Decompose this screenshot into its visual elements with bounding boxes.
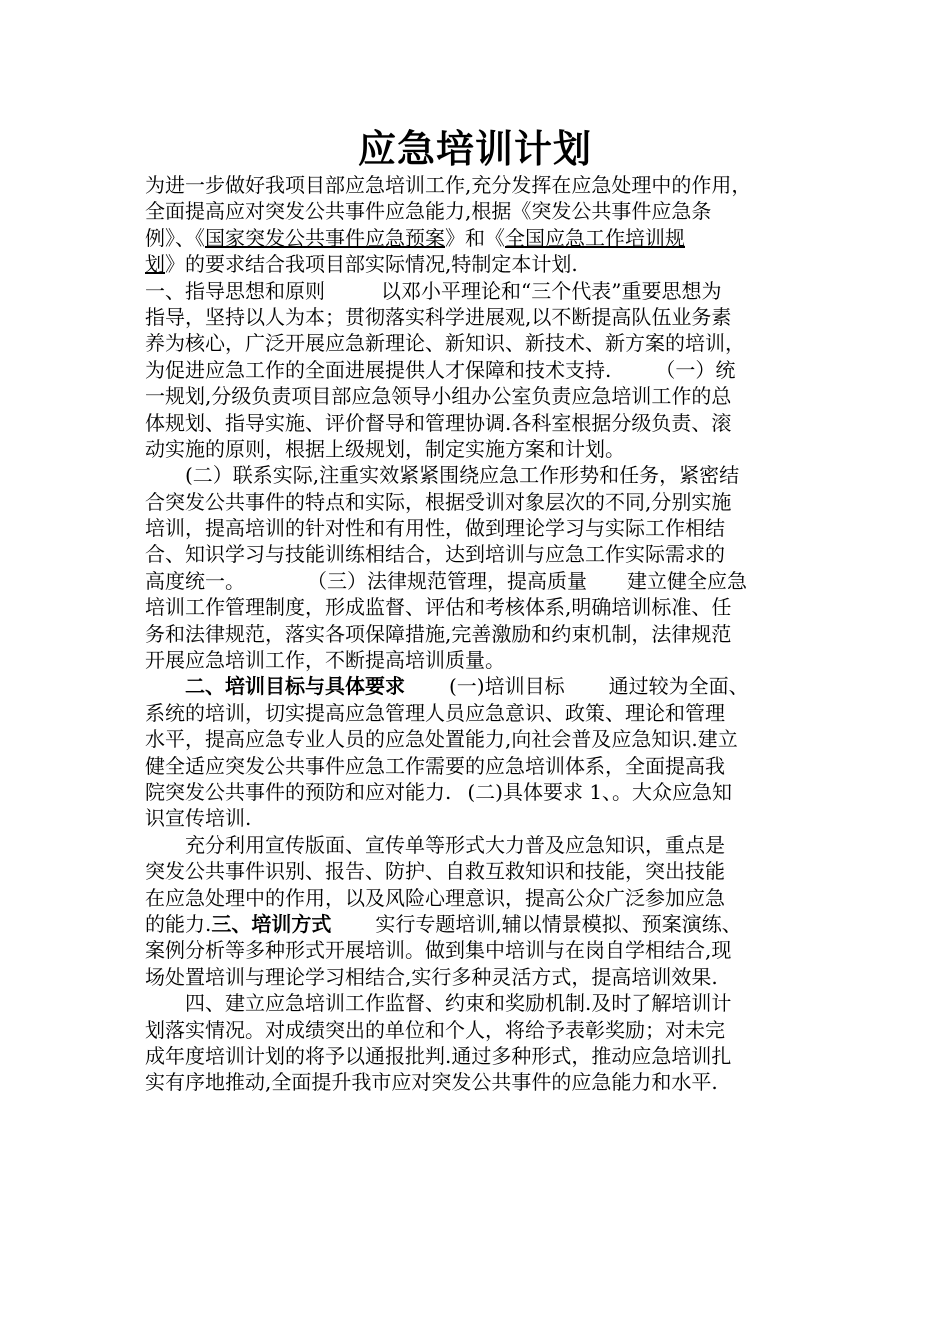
text-line: 案例分析等多种形式开展培训。做到集中培训与在岗自学相结合,现	[145, 938, 732, 963]
section-heading: 三、培训方式	[211, 911, 332, 936]
document-link[interactable]: 国家突发公共事件应急预案	[205, 225, 445, 250]
text-line: 实有序地推动,全面提升我市应对突发公共事件的应急能力和水平.	[145, 1070, 718, 1095]
text-line: 的能力.三、培训方式 实行专题培训,辅以情景模拟、预案演练、	[145, 911, 742, 936]
text-line: 合、知识学习与技能训练相结合，达到培训与应急工作实际需求的	[145, 542, 725, 567]
text-line: 二、培训目标与具体要求 (一)培训目标 通过较为全面、	[185, 674, 749, 699]
text-line: 成年度培训计划的将予以通报批判.通过多种形式，推动应急培训扎	[145, 1043, 732, 1068]
text-line: 场处置培训与理论学习相结合,实行多种灵活方式，提高培训效果.	[145, 964, 718, 989]
text-line: 指导，坚持以人为本；贯彻落实科学进展观,以不断提高队伍业务素	[145, 304, 732, 329]
text-line: 划》的要求结合我项目部实际情况,特制定本计划.	[145, 252, 578, 277]
text-line: 健全适应突发公共事件应急工作需要的应急培训体系，全面提高我	[145, 753, 725, 778]
text-line: 全面提高应对突发公共事件应急能力,根据《突发公共事件应急条	[145, 199, 712, 224]
document-body	[145, 172, 825, 1096]
text-line: (二）联系实际,注重实效紧紧围绕应急工作形势和任务，紧密结	[185, 463, 740, 488]
text-line	[145, 990, 825, 1016]
document-title: 应急培训计划	[357, 127, 592, 171]
section-heading: 一、指导思想和原则	[145, 278, 325, 303]
section-heading: 四、建立应急培训工作监督、约束和奖励机制.及时了解培训计	[185, 991, 732, 1016]
text-line: 务和法律规范，落实各项保障措施,完善激励和约束机制，法律规范	[145, 621, 732, 646]
text-line: 合突发公共事件的特点和实际，根据受训对象层次的不同,分别实施	[145, 489, 732, 514]
text-line: 为促进应急工作的全面进展提供人才保障和技术支持. （一）统	[145, 357, 736, 382]
text-line: 划落实情况。对成绩突出的单位和个人，将给予表彰奖励；对未完	[145, 1017, 725, 1042]
text-line: 一规划,分级负责项目部应急领导小组办公室负责应急培训工作的总	[145, 384, 732, 409]
text-line: 培训，提高培训的针对性和有用性，做到理论学习与实际工作相结	[145, 516, 725, 541]
text-line: 识宣传培训.	[145, 806, 252, 831]
text-line: 院突发公共事件的预防和应对能力. (二)具体要求 1、。大众应急知	[145, 779, 733, 804]
text-line: 系统的培训，切实提高应急管理人员应急意识、政策、理论和管理	[145, 700, 725, 725]
text-line: 动实施的原则，根据上级规划，制定实施方案和计划。	[145, 436, 625, 461]
document-link[interactable]: 划	[145, 252, 165, 277]
text-line: 体规划、指导实施、评价督导和管理协调.各科室根据分级负责、滚	[145, 410, 732, 435]
text-line: 例》、《国家突发公共事件应急预案》和《全国应急工作培训规	[145, 225, 685, 250]
text-line: 开展应急培训工作，不断提高培训质量。	[145, 648, 505, 673]
text-line: 为进一步做好我项目部应急培训工作,充分发挥在应急处理中的作用，	[145, 173, 752, 197]
text-line: 充分利用宣传版面、宣传单等形式大力普及应急知识，重点是	[185, 832, 725, 857]
section-heading: 二、培训目标与具体要求	[185, 674, 405, 699]
text-line: 一、指导思想和原则 以邓小平理论和“三个代表”重要思想为	[145, 278, 722, 303]
document-link[interactable]: 全国应急工作培训规	[505, 225, 685, 250]
text-line: 培训工作管理制度，形成监督、评估和考核体系,明确培训标准、任	[145, 595, 732, 620]
text-line: 养为核心，广泛开展应急新理论、新知识、新技术、新方案的培训，	[145, 331, 745, 356]
text-line: 水平，提高应急专业人员的应急处置能力,向社会普及应急知识.建立	[145, 727, 738, 752]
text-line: 突发公共事件识别、报告、防护、自救互救知识和技能，突出技能	[145, 859, 725, 884]
text-line: 高度统一。 （三）法律规范管理，提高质量 建立健全应急	[145, 568, 747, 593]
text-line: 在应急处理中的作用，以及风险心理意识，提高公众广泛参加应急	[145, 885, 725, 910]
